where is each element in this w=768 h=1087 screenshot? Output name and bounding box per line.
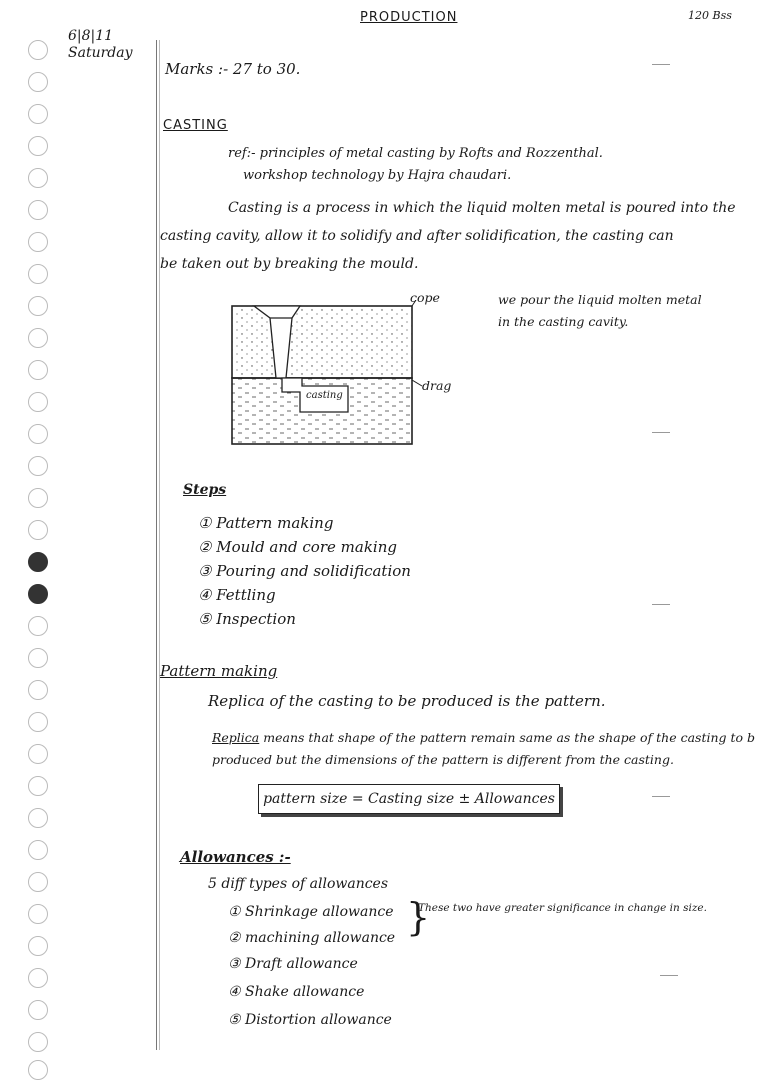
step-item: ⑤ Inspection [198, 610, 296, 628]
date: 6|8|11 [68, 28, 114, 44]
ruling-mark [652, 796, 670, 797]
binder-hole [28, 648, 48, 668]
mould-drawing [230, 300, 460, 450]
allowance-item: ③ Draft allowance [228, 956, 358, 972]
binder-hole [28, 296, 48, 316]
binder-hole [28, 584, 48, 604]
step-item: ① Pattern making [198, 514, 334, 532]
binder-hole [28, 840, 48, 860]
steps-heading: Steps [183, 482, 227, 498]
binder-hole [28, 552, 48, 572]
replica-explanation-line: produced but the dimensions of the pattern is different from the casting. [212, 752, 674, 767]
allowance-item: ① Shrinkage allowance [228, 904, 394, 920]
margin-line [156, 40, 157, 1050]
side-note-line: we pour the liquid molten metal [498, 292, 702, 307]
ruling-mark [660, 975, 678, 976]
binder-hole [28, 872, 48, 892]
binder-hole [28, 1000, 48, 1020]
binder-hole [28, 808, 48, 828]
binder-hole [28, 40, 48, 60]
cope-label: cope [410, 290, 440, 305]
allowance-item: ② machining allowance [228, 930, 396, 946]
date-block [68, 28, 133, 62]
binder-hole [28, 712, 48, 732]
binder-hole [28, 680, 48, 700]
replica-definition: Replica of the casting to be produced is the pattern. [208, 692, 606, 710]
replica-explanation [212, 730, 755, 745]
binder-hole [28, 200, 48, 220]
binder-hole [28, 520, 48, 540]
day: Saturday [68, 45, 133, 61]
binder-hole [28, 360, 48, 380]
allowance-item: ⑤ Distortion allowance [228, 1012, 392, 1028]
definition-line: be taken out by breaking the mould. [160, 256, 419, 272]
casting-label: casting [306, 390, 343, 401]
binder-hole [28, 1032, 48, 1052]
allowance-item: ④ Shake allowance [228, 984, 365, 1000]
step-item: ④ Fettling [198, 586, 276, 604]
allowances-intro: 5 diff types of allowances [208, 876, 389, 892]
binder-hole [28, 744, 48, 764]
allowances-heading: Allowances :- [180, 848, 291, 866]
pattern-size-formula: pattern size = Casting size ± Allowances [258, 784, 560, 814]
binder-hole [28, 968, 48, 988]
binder-hole [28, 392, 48, 412]
ruling-mark [652, 604, 670, 605]
side-note-line: in the casting cavity. [498, 314, 629, 329]
binder-hole [28, 488, 48, 508]
binder-hole [28, 616, 48, 636]
definition-line: casting cavity, allow it to solidify and after solidification, the casting can [160, 228, 674, 244]
binder-hole [28, 72, 48, 92]
definition-line: Casting is a process in which the liquid molten metal is poured into the [228, 200, 736, 216]
pattern-making-heading: Pattern making [160, 662, 278, 680]
binder-hole [28, 104, 48, 124]
margin-line [159, 40, 160, 1050]
replica-word: Replica [212, 730, 260, 745]
marks-note: Marks :- 27 to 30. [165, 60, 301, 78]
binder-hole [28, 424, 48, 444]
step-item: ③ Pouring and solidification [198, 562, 411, 580]
binder-hole [28, 904, 48, 924]
mould-diagram [230, 290, 460, 454]
step-item: ② Mould and core making [198, 538, 397, 556]
ruling-mark [652, 432, 670, 433]
binder-hole [28, 136, 48, 156]
brace-symbol: } [406, 895, 431, 939]
ruling-mark [652, 64, 670, 65]
binder-holes [28, 20, 58, 1080]
binder-hole [28, 1060, 48, 1080]
drag-label: drag [422, 378, 452, 393]
binder-hole [28, 232, 48, 252]
casting-heading: CASTING [163, 118, 228, 133]
page-title: PRODUCTION [360, 10, 458, 25]
binder-hole [28, 456, 48, 476]
binder-hole [28, 936, 48, 956]
binder-hole [28, 168, 48, 188]
allowance-note: These two have greater significance in change in size. [418, 902, 707, 914]
reference-line: ref:- principles of metal casting by Rofts and Rozzenthal. [228, 146, 603, 161]
reference-line: workshop technology by Hajra chaudari. [243, 168, 512, 183]
replica-explanation-text: means that shape of the pattern remain same as the shape of the casting to b [263, 730, 756, 745]
binder-hole [28, 776, 48, 796]
binder-hole [28, 264, 48, 284]
page-number: 120 Bss [688, 9, 732, 22]
binder-hole [28, 328, 48, 348]
